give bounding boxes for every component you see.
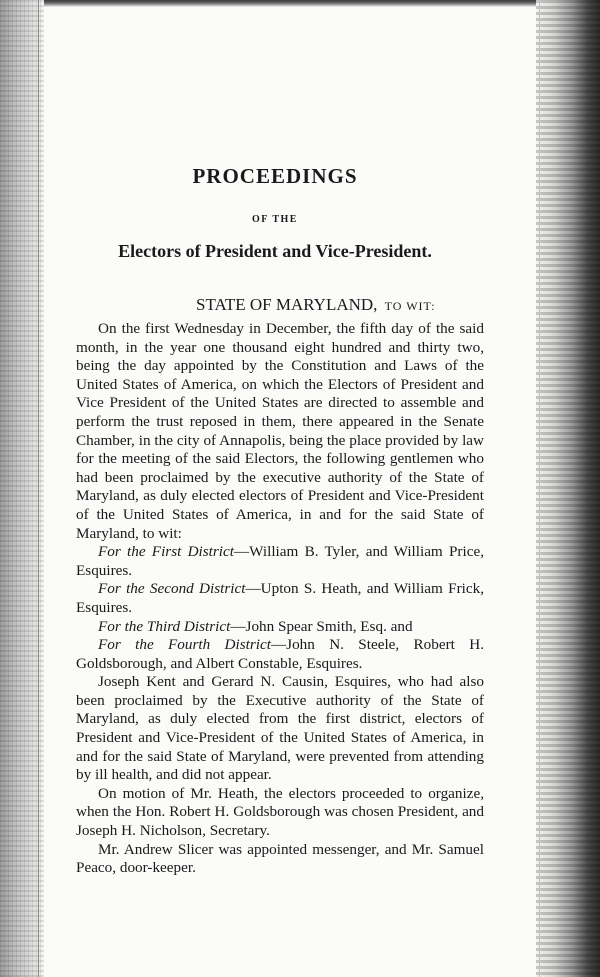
page-subtitle: Electors of President and Vice-President. — [118, 241, 432, 261]
page-left-border — [38, 0, 39, 977]
page-right-border — [539, 0, 540, 977]
district-second-label: For the Second District — [98, 580, 246, 598]
district-third — [76, 618, 484, 637]
scan-top-edge — [0, 0, 600, 7]
paragraph-opening: On the first Wednesday in December, the fifth day of the said month, in the year one thousand eight hundred and thirty two, being the day appointed by the Constitution and Laws of the United States of America, on which the Electors of President and Vice President of the United States are directed to assemble and perform the trust reposed in them, there appeared in the Senate Chamber, in the city of Annapolis, being the place provided by law for the meeting of the said Electors, the following gentlemen who had been proclaimed by the executive authority of the State of Maryland, as duly elected electors of President and Vice-President of the United States of America, in and for the said State of Maryland, to wit: — [76, 320, 484, 542]
district-first-text: —William B. Tyler, and William Price, Esquires. — [76, 543, 484, 579]
paragraph-organization: On motion of Mr. Heath, the electors proceeded to organize, when the Hon. Robert H. Goldsborough was chosen President, and Joseph H. Nicholson, Secretary. — [76, 784, 484, 840]
district-fourth — [76, 636, 484, 673]
title-connector: OF THE — [252, 214, 298, 225]
district-third-label: For the Third District — [98, 617, 231, 635]
district-second-text: —Upton S. Heath, and William Frick, Esquires. — [76, 580, 484, 616]
page-title: PROCEEDINGS — [192, 164, 358, 188]
paragraph-absent-electors: Joseph Kent and Gerard N. Causin, Esquires, who had also been proclaimed by the Executive authority of the State of Maryland, as duly elected from the first district, electors of President and Vice-President of the United States of America, in and for the said State of Maryland, were prevented from attending by ill health, and did not appear. — [76, 673, 484, 784]
document-body — [76, 320, 484, 878]
district-third-text: —John Spear Smith, Esq. and — [230, 617, 413, 635]
district-second — [76, 580, 484, 617]
state-name: STATE OF MARYLAND, — [196, 295, 378, 314]
paragraph-appointments: Mr. Andrew Slicer was appointed messenger, and Mr. Samuel Peaco, door-keeper. — [76, 840, 484, 877]
state-heading — [196, 295, 436, 315]
district-fourth-text: —John N. Steele, Robert H. Goldsborough, and Albert Constable, Esquires. — [76, 636, 484, 672]
district-fourth-label: For the Fourth District — [98, 636, 271, 654]
state-to-wit: TO WIT: — [384, 299, 436, 313]
district-first-label: For the First District — [98, 543, 234, 561]
scan-right-edge — [536, 0, 600, 977]
district-first — [76, 543, 484, 580]
